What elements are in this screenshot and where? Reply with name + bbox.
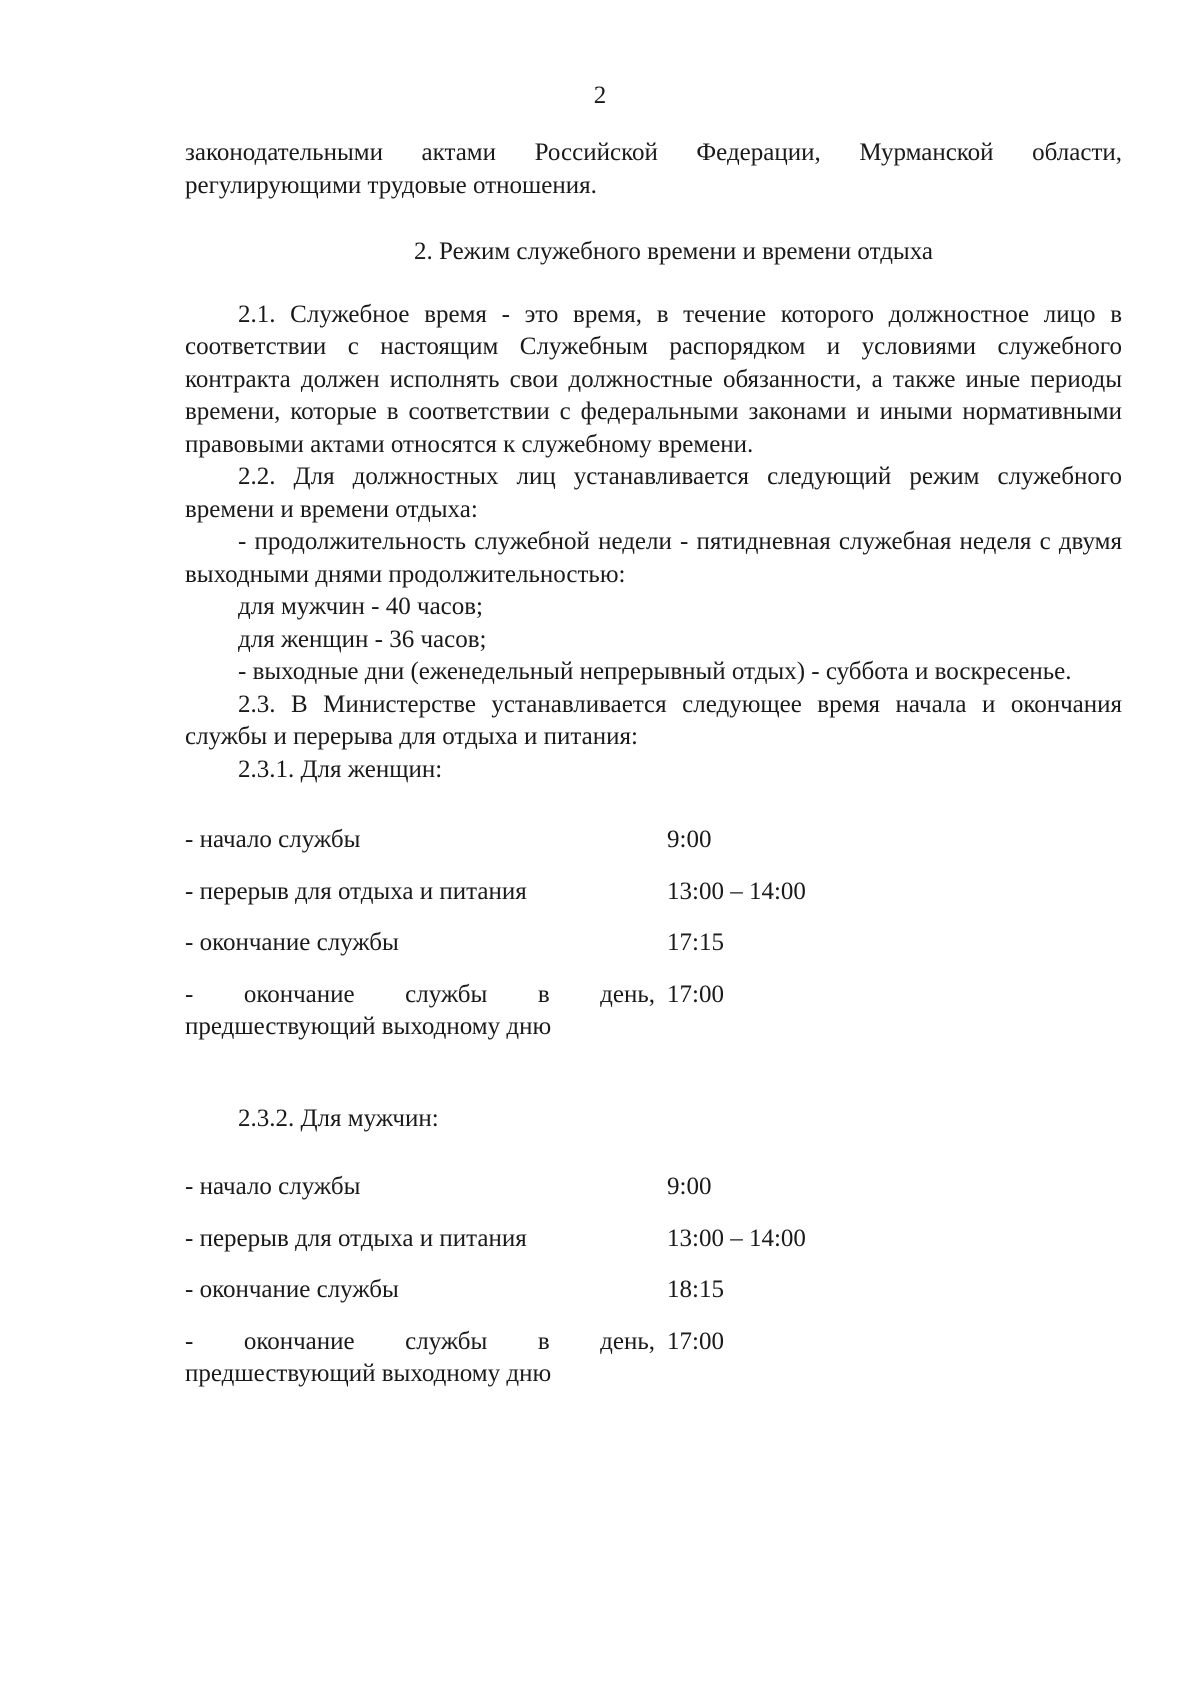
schedule-row: [185, 824, 1122, 857]
days-off-item: - выходные дни (еженедельный непрерывный отдых) - суббота и воскресенье.: [238, 658, 1072, 685]
schedule-row: [185, 1223, 1122, 1256]
women-schedule-table: [185, 824, 1122, 1044]
week-duration-item: - продолжительность служебной недели - пятидневная служебная неделя с двумя выходными днями продолжительностью:: [185, 528, 1122, 588]
schedule-row-value: 17:00: [667, 1327, 724, 1355]
men-hours-item: для мужчин - 40 часов;: [238, 593, 484, 620]
men-schedule-table: [185, 1171, 1122, 1391]
schedule-row-label: - окончание службы: [185, 1276, 399, 1303]
schedule-row: [185, 979, 1122, 1044]
women-schedule-heading: 2.3.1. Для женщин:: [238, 755, 443, 783]
schedule-row-label: - окончание службы: [185, 929, 399, 956]
schedule-row: [185, 1171, 1122, 1204]
schedule-row-value: 18:15: [667, 1276, 724, 1303]
schedule-row: [185, 1326, 1122, 1391]
section-title: 2. Режим служебного времени и времени отдыха: [414, 238, 933, 265]
schedule-row-label: - начало службы: [185, 1173, 361, 1200]
schedule-row-label: - начало службы: [185, 826, 361, 853]
schedule-row-value: 17:00: [667, 980, 724, 1008]
document-body: [185, 137, 1122, 1410]
schedule-row: [185, 1274, 1122, 1307]
schedule-row-value: 13:00 – 14:00: [667, 1224, 806, 1252]
schedule-row-value: 9:00: [667, 1173, 712, 1200]
schedule-row-label: - окончание службы в день, предшествующий выходному дню: [185, 1327, 655, 1387]
intro-line-1: законодательными актами Российской Федерации, Мурманской области,: [185, 139, 1122, 166]
men-schedule-heading: 2.3.2. Для мужчин:: [238, 1104, 439, 1132]
schedule-row: [185, 876, 1122, 909]
paragraph-2-1: 2.1. Служебное время - это время, в течение которого должностное лицо в соответствии с настоящим Служебным распорядком и условиями служебного контракта должен исполнять свои должностные обязанности, а также иные периоды времени, которые в соответствии с федеральными законами и иными нормативными правовыми актами относятся к служебному времени.: [185, 300, 1122, 458]
schedule-row-value: 13:00 – 14:00: [667, 877, 806, 905]
paragraph-2-3: 2.3. В Министерстве устанавливается следующее время начала и окончания службы и перерыва для отдыха и питания:: [185, 690, 1122, 750]
schedule-row-label: - перерыв для отдыха и питания: [185, 877, 527, 905]
women-hours-item: для женщин - 36 часов;: [238, 625, 487, 653]
schedule-row: [185, 927, 1122, 960]
page-number: 2: [593, 82, 607, 109]
schedule-row-value: 9:00: [667, 826, 712, 853]
schedule-row-value: 17:15: [667, 929, 724, 956]
schedule-row-label: - окончание службы в день, предшествующий выходному дню: [185, 980, 655, 1040]
schedule-row-label: - перерыв для отдыха и питания: [185, 1224, 527, 1252]
intro-line-2: регулирующими трудовые отношения.: [185, 171, 597, 199]
paragraph-2-2: 2.2. Для должностных лиц устанавливается следующий режим служебного времени и времени отдыха:: [185, 463, 1122, 523]
